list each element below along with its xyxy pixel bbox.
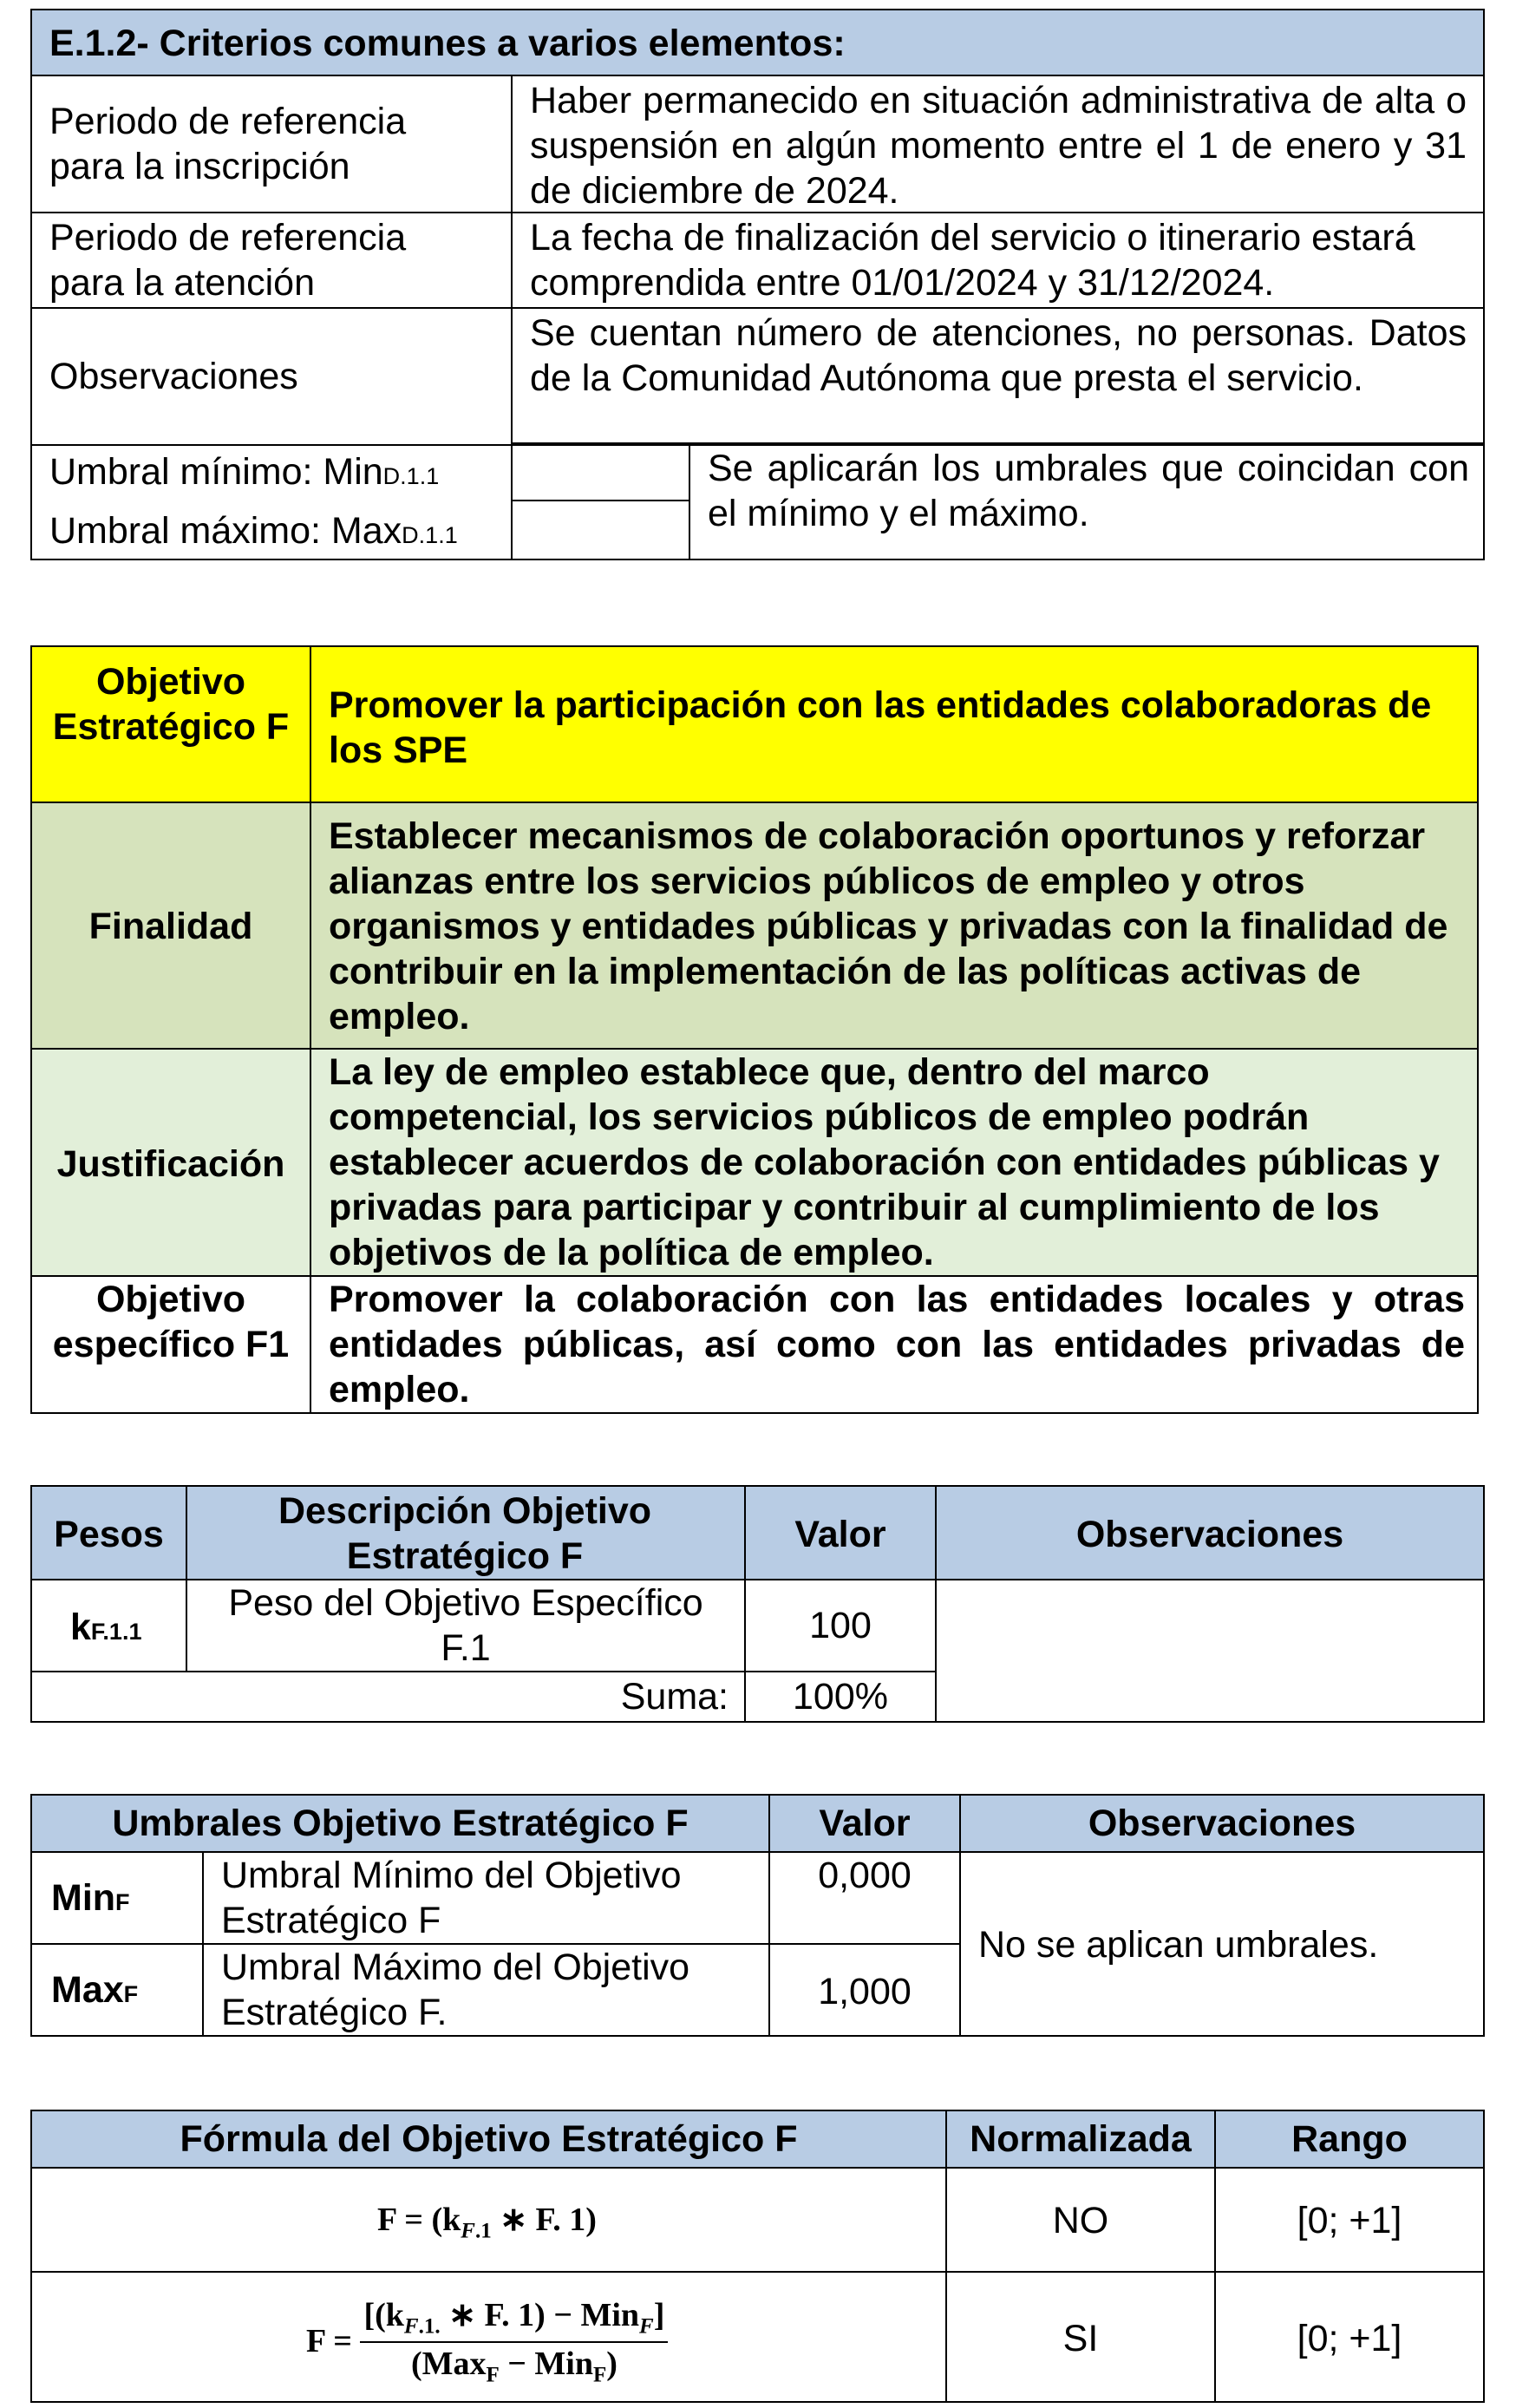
criterios-row-value: Se cuentan número de atenciones, no personas. Datos de la Comunidad Autónoma que presta el servicio. [530,312,1467,399]
formula-normalizada-header: Normalizada [970,2118,1192,2160]
formula-expression-normalized: F = $\frac{[(k_{F.1.} ∗ F. 1) - Min_F]}{(Max_F - Min_F)}$ [306,2295,668,2387]
criterios-row-label-cell [30,212,513,309]
criterios-row-label: Periodo de referencia para la inscripción [49,101,407,187]
formula-normalizada: SI [1062,2318,1099,2359]
pesos-suma-label: Suma: [620,1676,729,1718]
formula-rango-cell [1214,2167,1485,2273]
pesos-desc-cell [186,1579,746,1672]
umbrales-header: Umbrales Objetivo Estratégico F [112,1803,689,1844]
pesos-descripcion-header-cell [186,1485,746,1580]
criterios-row-value-cell [511,212,1485,309]
pesos-key-subscript: F.1.1 [90,1619,142,1645]
pesos-valor-cell [744,1579,937,1672]
pesos-valor: 100 [809,1605,872,1646]
pesos-key [70,1605,141,1654]
umbrales-observaciones-header-cell [959,1794,1485,1853]
formula-normalizada-header-cell [945,2110,1216,2169]
umbrales-min-key-cell [30,1851,204,1945]
especifico-label-cell [30,1275,311,1414]
pesos-desc: Peso del Objetivo Específico F.1 [228,1582,703,1669]
justificacion-value-cell [310,1048,1479,1277]
objetivo-header-value: Promover la participación con las entidades colaboradoras de los SPE [329,684,1432,771]
formula-expression-cell [30,2167,947,2273]
objetivo-header-label-cell [30,645,311,803]
criterios-row-label-cell [30,75,513,213]
formula-expression-cell [30,2271,947,2403]
justificacion-label: Justificación [56,1143,285,1185]
umbrales-min-valor: 0,000 [818,1855,912,1896]
justificacion-value: La ley de empleo establece que, dentro del marco competencial, los servicios públicos de empleo podrán establecer acuerdos de colaboración con entidades públicas y privadas para participar y contribuir al cumplimiento de los objetivos de la política de empleo. [329,1051,1440,1273]
umbral-max-subscript: D.1.1 [402,522,458,548]
formula-rango-header: Rango [1291,2118,1408,2160]
pesos-key-cell [30,1579,187,1672]
umbrales-observaciones-header: Observaciones [1088,1803,1356,1844]
especifico-value: Promover la colaboración con las entidades locales y otras entidades públicas, así como con las entidades privadas de empleo. [329,1279,1465,1410]
umbral-note: Se aplicarán los umbrales que coincidan con el mínimo y el máximo. [708,448,1469,534]
criterios-row-label: Observaciones [49,356,298,397]
especifico-value-cell [310,1275,1479,1414]
umbrales-max-valor: 1,000 [818,1971,912,2012]
umbrales-min-key-subscript: F [115,1889,130,1915]
pesos-descripcion-header: Descripción Objetivo Estratégico F [278,1490,652,1577]
umbrales-min-desc: Umbral Mínimo del Objetivo Estratégico F [221,1855,682,1941]
objetivo-header-label: Objetivo Estratégico F [52,661,290,748]
umbrales-header-cell [30,1794,770,1853]
umbrales-valor-header: Valor [819,1803,911,1844]
pesos-header: Pesos [54,1514,164,1555]
pesos-observaciones-header-cell [935,1485,1485,1580]
criterios-title: E.1.2- Criterios comunes a varios elementos: [49,23,846,64]
umbrales-max-key-cell [30,1943,204,2037]
pesos-suma-valor: 100% [793,1676,888,1718]
umbral-max-text: Umbral máximo: Max [49,510,402,552]
umbrales-max-valor-cell [768,1943,961,2037]
umbrales-max-key [51,1967,138,2017]
umbrales-min-desc-cell [202,1851,770,1945]
criterios-row-value-cell [511,307,1485,446]
pesos-valor-header-cell [744,1485,937,1580]
criterios-row-label-cell [30,307,513,446]
umbrales-min-valor-cell [768,1851,961,1945]
formula-rango: [0; +1] [1297,2200,1402,2241]
formula-rango: [0; +1] [1297,2318,1402,2359]
pesos-observaciones-header: Observaciones [1075,1514,1344,1555]
umbrales-observacion: No se aplican umbrales. [978,1924,1379,1966]
formula-expression-raw: $F = (k_{F.1}$ ∗ F. 1) [377,2202,597,2243]
umbrales-max-key-text: Max [51,1969,124,2011]
umbral-min-subscript: D.1.1 [382,463,440,489]
objetivo-header-value-cell [310,645,1479,803]
formula-normalizada-cell [945,2271,1216,2403]
finalidad-label: Finalidad [88,906,253,947]
umbrales-max-desc: Umbral Máximo del Objetivo Estratégico F. [221,1947,690,2033]
pesos-header-cell [30,1485,187,1580]
umbral-max-label [49,508,458,558]
umbrales-max-key-subscript: F [123,1981,139,2007]
formula-header: Fórmula del Objetivo Estratégico F [180,2118,798,2160]
pesos-suma-label-cell [30,1671,746,1723]
umbrales-max-desc-cell [202,1943,770,2037]
finalidad-value-cell [310,802,1479,1050]
especifico-label: Objetivo específico F1 [52,1279,290,1365]
umbral-min-value-box [511,442,690,501]
umbrales-min-key-text: Min [51,1877,116,1919]
formula-rango-cell [1214,2271,1485,2403]
pesos-observaciones-cell [935,1579,1485,1723]
criterios-title-cell [30,9,1485,76]
criterios-row-value-cell [511,75,1485,213]
finalidad-value: Establecer mecanismos de colaboración oportunos y reforzar alianzas entre los servicios públicos de empleo y otros organismos y entidades públicas y privadas con la finalidad de contribuir en la implementación de las políticas activas de empleo. [329,815,1448,1037]
pesos-key-text: k [70,1606,91,1648]
justificacion-label-cell [30,1048,311,1277]
umbral-note-cell [689,442,1485,560]
umbrales-observacion-cell [959,1851,1485,2037]
umbral-min-label-cell [30,444,513,560]
umbrales-valor-header-cell [768,1794,961,1853]
umbral-min-label [49,449,439,499]
criterios-row-label: Periodo de referencia para la atención [49,217,407,304]
umbrales-min-key [51,1875,130,1925]
finalidad-label-cell [30,802,311,1050]
formula-normalizada: NO [1052,2200,1109,2241]
criterios-row-value: Haber permanecido en situación administrativa de alta o suspensión en algún momento entre el 1 de enero y 31 de diciembre de 2024. [530,80,1467,212]
formula-rango-header-cell [1214,2110,1485,2169]
formula-header-cell [30,2110,947,2169]
pesos-suma-valor-cell [744,1671,937,1723]
pesos-valor-header: Valor [794,1514,886,1555]
umbral-min-text: Umbral mínimo: Min [49,451,383,493]
criterios-row-value: La fecha de finalización del servicio o itinerario estará comprendida entre 01/01/2024 y 31/12/2024. [530,217,1415,304]
umbral-max-value-box [511,500,690,560]
formula-normalizada-cell [945,2167,1216,2273]
